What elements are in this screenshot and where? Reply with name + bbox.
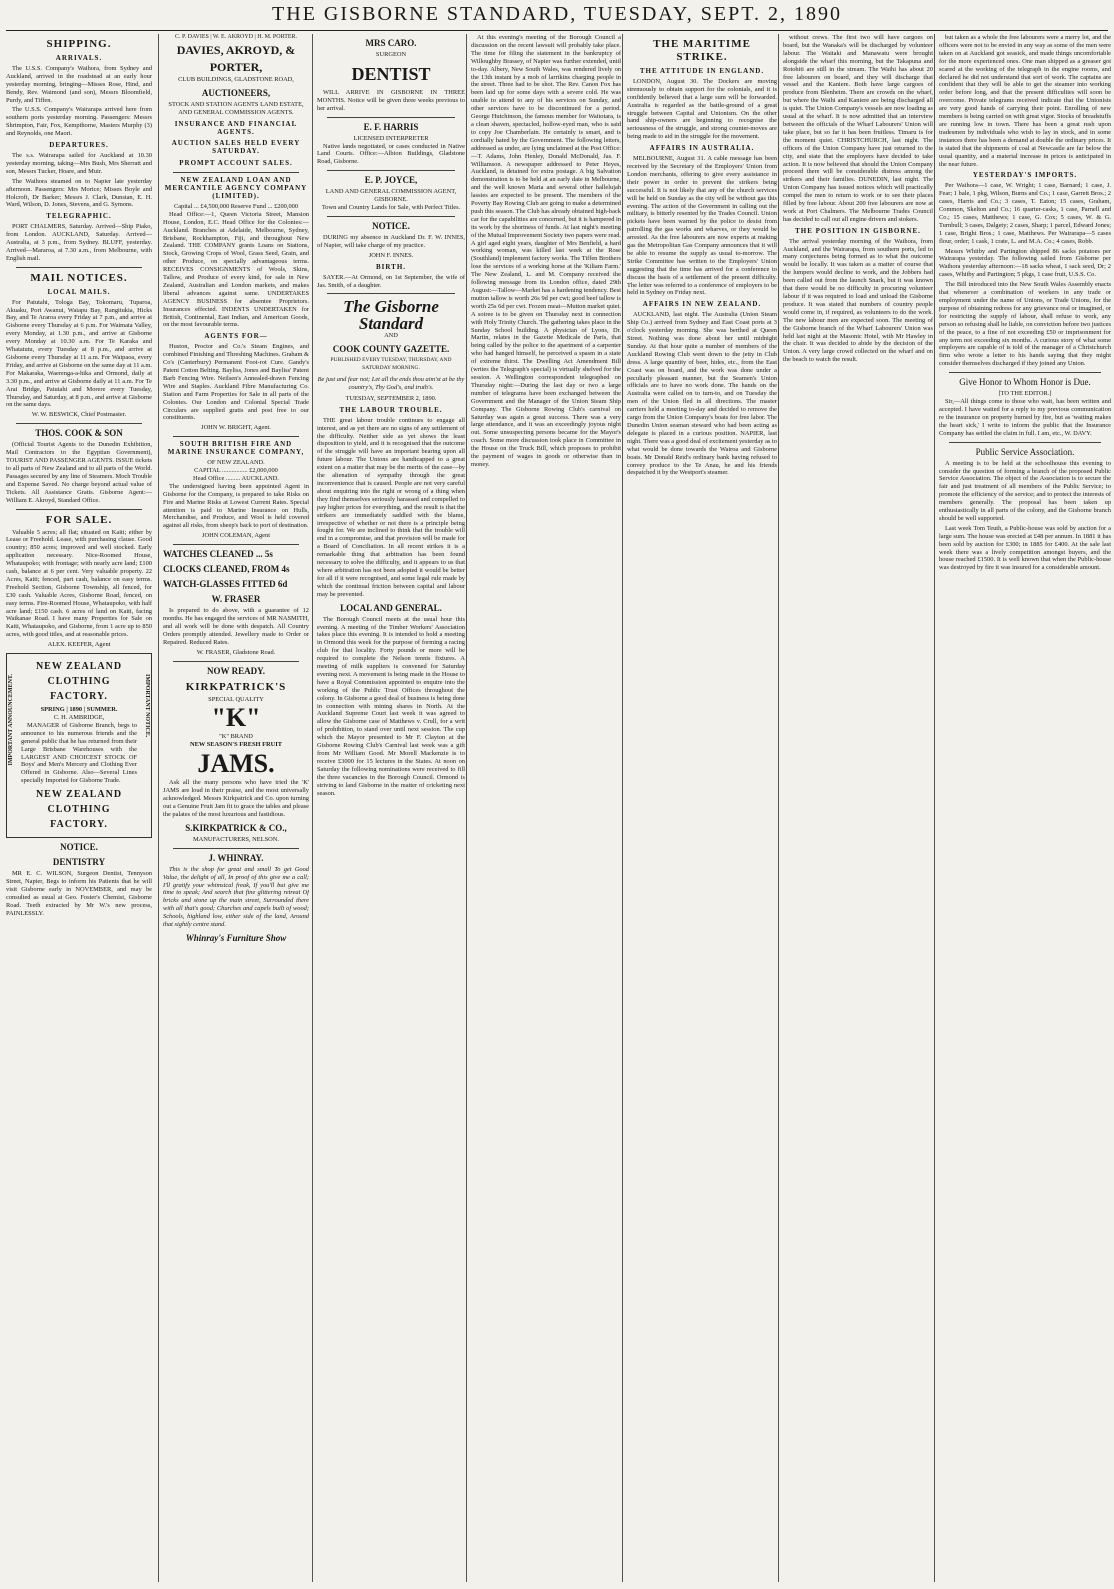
now-ready-heading: NOW READY. [206,665,265,676]
south-british-capital: CAPITAL ................ £2,000,000 [194,466,278,474]
harris-heading: E. F. HARRIS [363,121,419,132]
clothing-factory-manager: C. H. AMBRIDGE, [53,714,105,721]
masthead-rule [6,30,1108,31]
strike-news-continued: without crews. The first two will have cargoes on board, but the Wanaka's will be discharged by volunteer labour. The Waitaki and Manawatu were brought alongside the wharf this morning, but the Takapuna and Rotohiti are still in the stream. The Waihi has about 20 free labourers on board, and they will discharge that vessel and the Kaniere. Both have large cargoes of produce from Blenheim. There are crowds on the wharf, but where the Waihi and Kaniere are being discharged all is quiet. The Union Company's vessels are now loading as usual at the wharf. It is now admitted that an interview between the officials of the Wharf Labourers' Union will take place, but so far it has been fruitless. Timaru is for the moment quiet. CHRISTCHURCH, last night. The officers of the Union Company have just returned to the city, and state that the employers have decided to take action. It is now believed that should the Union Company proceed there will be considerable distress among the strikers and their families. DUNEDIN, last night. The Union Company has issued notices which will practically compel the men to return to work or to see their places filled by free labour. About 200 free labourers are now at work at Port Chalmers. The Melbourne Trades Council has decided to call out all engine drivers and stokers. [783,34,933,223]
shipping-heading: SHIPPING. [46,38,112,50]
account-sales-heading: PROMPT ACCOUNT SALES. [179,159,293,168]
special-quality: SPECIAL QUALITY [208,695,264,703]
harris-sub: LICENSED INTERPRETER [353,134,429,142]
fraser-text: Is prepared to do above, with a guarantee of 12 months. He has engaged the services of MR NASMITH, and all work will be done with despatch. All Country Orders promptly attended. Jewellery made to Order or Repaired. Reduced Rates. [163,607,309,646]
south-british-sub: OF NEW ZEALAND. [207,459,265,467]
imports-heading: YESTERDAY'S IMPORTS. [972,171,1078,180]
position-gisborne-text: The arrival yesterday morning of the Waihora, from Auckland, and the Wairarapa, from southern ports, led to many conjectures being formed as to what the outcome would be locally. It was taken as a matter of course that the lumpers would decline to work, and the Jobbers had been called out from the launch Snark, but it was known that there would be no difficulty in procuring volunteer labour if it was required to load and unload the Gisborne produce. It was stated that numbers of country people would come in, if required, as volunteers to do the work. The new labour men are expected soon. The meeting of the Gisborne branch of the Wharf Labourers' Union was held last night at the Masonic Hotel, with Mr Hawley in the chair. It was decided to abide by the decision of the Union. A very large crowd collected on the wharf and on the beach to watch the result. [783,237,933,364]
divider [327,117,455,118]
affairs-nz-text: AUCKLAND, last night. The Australia (Union Steam Ship Co.) arrived from Sydney and East Coast ports at 3 o'clock yesterday morning. She was berthed at Queen Street. Nothing was done about her until midnight Sunday. At that hour quite a number of members of the Auckland Rowing Club went down to the jetty in Club dress. A large quantity of beer, hides, etc., from the East Coast was on board, and the work was done under a peculiarly pleasant manner, but the Seamen's Union officials are to have no work done. The hands on the Australia were called on to turn-to, and on Tuesday the men of the Union fled in all directions. The master carriers held a meeting to-day and decided to remove the cargo from the Union Company's boats for free labor. The Dunedin Union seaman steward who had been acting as delegate is placed in a curious position. NAPIER, last night. There was a good deal of excitement yesterday as to what would be done towards the Wairoa and Gisborne boats. Mr Donald Reid's ordinary bank having refused to convey produce to the Te Anau, he and his friends despatched it by the Westport's steamer. [627,311,777,477]
local-mails-heading: LOCAL MAILS. [47,287,111,296]
south-british-office: Head Office ......... AUCKLAND. [193,474,279,482]
clothing-factory-season: SPRING | 1890 | SUMMER. [40,706,118,714]
birth-heading: BIRTH. [375,262,407,271]
notice-text: DURING my absence in Auckland Dr. F. W. INNES, of Napier, will take charge of my practice. [317,233,465,249]
paper-title: The Gisborne Standard [343,297,439,334]
whinray-heading: J. WHINRAY. [208,852,264,863]
paper-date: TUESDAY, SEPTEMBER 2, 1890. [345,394,437,402]
south-british-signature: JOHN COLEMAN, Agent [202,532,270,540]
attitude-england-text: LONDON, August 30. The Dockers are moving strenuously to obtain support for the colonials, and it is confidently believed that a large sum will be forwarded. Australia is regarded as the battle-ground of a great struggle between Capital and Unionism. On the other hand ship-owners are beginning to recognise the seriousness of the struggle, and strong counter-moves are being made to aid in the struggle for the movement. [627,77,777,141]
joyce-sub: LAND AND GENERAL COMMISSION AGENT, GISBORNE. [325,188,457,204]
divider [327,170,455,171]
fraser-heading: W. FRASER [211,594,261,605]
kirkpatrick-heading: KIRKPATRICK'S [185,680,287,693]
firm-name: DAVIES, AKROYD, & PORTER, [176,42,296,74]
paper-subtitle: COOK COUNTY GAZETTE. [332,344,450,355]
to-the-editor: [TO THE EDITOR.] [998,390,1052,398]
divider [173,848,299,849]
south-british-heading: SOUTH BRITISH FIRE AND MARINE INSURANCE COMPANY, [167,440,305,457]
joyce-heading: E. P. JOYCE, [364,175,418,186]
south-british-text: The undersigned having been appointed Agent in Gisborne for the Company, is prepared to take Risks on Fire and Marine Risks at Lowest Current Rates. Special attention is paid to Marine Insurance on Hulls, Merchandise, and Produce, and Wool is held covered against all risks, from sheep's back to port of destination. [163,482,309,530]
column-4 [466,34,621,1582]
attitude-england-heading: THE ATTITUDE IN ENGLAND. [639,67,765,75]
divider [327,293,455,294]
maritime-strike-heading: THE MARITIME STRIKE. [653,38,751,63]
caro-text: WILL ARRIVE IN GISBORNE IN THREE MONTHS. Notice will be given three weeks previous to her arrival. [317,88,465,112]
clothing-factory-title: NEW ZEALAND CLOTHING FACTORY. [35,661,123,703]
whinray-footer: Whinray's Furniture Show [185,932,287,943]
divider [327,216,455,217]
departures-heading: DEPARTURES. [49,141,109,150]
fraser-signature: W. FRASER, Gladstone Road. [196,648,276,656]
joyce-text: Town and Country Lands for Sale, with Perfect Titles. [321,204,461,212]
arrivals-text-2: The U.S.S. Company's Wairarapa arrived here from southern ports yesterday morning. Passengers: Messrs Shrimpton, Fair, Fox, Kempthorne, Masters Murphy (3) and Reynolds, one Maori. [6,106,152,138]
cook-text: (Official Tourist Agents to the Dunedin Exhibition, Mail Contractors to the Egyptian Government), TOURIST AND PASSENGER AGENTS. ISSUE tickets to all parts of New Zealand and to all parts of the World. Passages secured by any line of Steamers. Moch Trouble and Expense Saved. No charge beyond actual value of Tickets. All Assistance Gratis. Gisborne Agent:—William E. Akroyd, Standard Office. [6,441,152,504]
partners-names: C. P. DAVIES | W. E. AKROYD | H. M. PORTER. [174,34,298,40]
local-general-heading: LOCAL AND GENERAL. [340,602,442,613]
departures-text-2: The Waihora steamed on to Napier late yesterday afternoon. Passengers: Mrs Morice; Misses Boyle and Holcroft, Dr Barker; Messrs J. Clark, Dunstan, E. H. Ward, Wilson, D. Jones, Stevens, and G. Symons. [6,177,152,209]
notice-signature: JOHN F. INNES. [368,251,414,259]
honor-letter: Sir,—All things come to those who wait, has been written and accepted. I have waited for a reply to my previous communication re the insurance on property burned by fire, but as 'waiting makes the heart sick,' I write to inform the public that the Insurance Company has settled the claim in full. I am, etc., W. DAVY. [939,398,1111,437]
column-6 [778,34,933,1582]
divider [173,661,299,662]
k-brand-letter: "K" [211,703,261,733]
firm-address: CLUB BUILDINGS, GLADSTONE ROAD, [178,75,294,83]
agents-heading: AGENTS FOR— [204,332,268,341]
agents-signature: JOHN W. BRIGHT, Agent. [201,424,271,432]
column-5 [622,34,777,1582]
agents-text: Huston, Proctor and Co.'s Steam Engines, and combined Finishing and Threshing Machines. Graham & Co's (Canterbury) Permanent Foot-rot Cure. Gandy's Patent Cotton Belting. Bayliss, Jones and Bayliss' Patent Barb Fencing Wire. Neilsen's Annealed-drawn Fencing Wire and Staples. Auckland Fibre Manufacturing Co. Station and Farm Properties for Sale in all parts of the Colonies. Our London and Colonial Special Trade Circulars are supplied gratis and post free to our constituents. [163,343,309,422]
notice-heading: NOTICE. [372,220,410,231]
dentistry-text: MR E. C. WILSON, Surgeon Dentist, Tennyson Street, Napier, Begs to inform his Patients that he will visit Gisborne early in NOVEMBER, and may be consulted as usual at Geo. Foster's Chemist, Gisborne Road. Teeth extracted by Mr W.'s new process, PAINLESSLY. [6,870,152,917]
kirkpatrick-company: S.KIRKPATRICK & CO., [185,822,287,833]
for-sale-heading: FOR SALE. [45,513,113,526]
dentistry-heading: DENTISTRY [52,857,106,868]
auctioneers-text: STOCK AND STATION AGENTS LAND ESTATE, AND GENERAL COMMISSION AGENTS. [168,100,304,116]
side-text-right: IMPORTANT NOTICE. [144,674,150,738]
arrivals-text: The U.S.S. Company's Waihora, from Sydney and Auckland, arrived in the roadstead at an early hour yesterday morning, bringing—Misses Rose, Hind, and Bendy, Rev. Waimond (and son), Messrs Bloomfield, Purdy, and Tiffen. [6,64,152,104]
imports-text: Per Waihora—1 case, W. Wright; 1 case, Barnard; 1 case, J. Fear; 1 bale, 1 pkg, Wilson, Burns and Co.; 1 case, Garrett Bros.; 2 cases, Harris and Co.; 3 cases, T. Eaton; 15 cases, Graham, Common, Skelton and Co.; 16 quarter-casks, 1 case, Parnell and Co.; 15 cases, Matthews; 1 case, G. Cox; 5 cases, W. & G. Turnbull; 3 cases, Dalgety; 2 cases, Sharp; 1 parcel, Edward Jones; 1 case, Bright Bros.; 1 case, Matthews. Per Wairarapa—5 cases flour, order; 1 cask, 1 crate, L. and M.A. Co.; 4 cases, Robb. [939,182,1111,245]
departures-text: The s.s. Wairarapa sailed for Auckland at 10.30 yesterday morning, taking—Mrs Bush, Mrs Sherratt and son, Messrs Tucker, Hoare, and Muir. [6,151,152,175]
birth-text: SAYER.—At Ormond, on 1st September, the wife of Jas. Smith, of a daughter. [317,273,465,289]
paper-and: AND [384,332,398,340]
loan-capital: Capital ... £4,500,000 Reserve Fund ... £200,000 [173,202,299,210]
masthead: THE GISBORNE STANDARD, TUESDAY, SEPT. 2, 1890 [272,3,842,25]
clothing-factory-ad [6,653,152,838]
arrivals-heading: ARRIVALS. [55,54,103,62]
local-news-continued: At this evening's meeting of the Borough Council a discussion on the recent lawsuit will probably take place. The time for filing the statement in the bankruptcy of Willoughby Brassey, of Napier was further extended, until to-day. Albery, New South Wales, was rendered lively on the 13th instant by a mob of larrikins charging people in the street. Three had to be shot. The Rev. Canon Fox has been laid up for some days with a severe cold. He was unable to attend to any of his services on Sunday, and other services have to be discontinued for a period. George Hutchinson, the famous member for Waitotara, is a clean shaven, spectacled, hollow-eyed man, who is said to copy Joe Chamberlain. He certainly is smart, and is cordially hated by the Government. The following letters, addressed as under, are lying unclaimed at the Post Office:—T. Adams, John Henley, Donald McDonald, Jas. F. Williamson. A newspaper addressed to Peter Heyes, Auckland, is detained for extra postage. A big Salvation demonstration is to be held at an early date in Melbourne, and the well known Maria and several other hallelujah lassies are expected to be present. The members of the Poverty Bay Rowing Club are going to make a determined push this season. The Club has already obtained high-back car for the capabilities are concerned, but it is hampered in its work by the shortness of funds. At last night's meeting of the Mutual Improvement Society two papers were read. A girl aged eight years, daughter of Mrs Benfield, a hard working woman, was killed last week at the Rose (Southland) implement factory works. The Tiffen Brothers lose the services of a working horse at the 'Kiliam Farm.' The New Zealand, L. and M. Company received the following message from its London office, dated 29th August:—Tallow—Market has a hardening tendency. Best mutton tallow is worth 26s 9d per cwt; good beef tallow is worth 25s 6d per cwt. Frozen meat—Mutton market quiet. A soiree is to be given on Thursday next in connection with Holy Trinity Church. The gathering takes place in the Sunday School building. A physician of Lyons, Dr. Martin, relates in the Gazette Medicale de Paris, that being called by the police to the apartment of a carpenter who had hanged himself, he perceived a spasm in a state of extreme thirst. The Dwelling Act Amendment Bill (writes the Telegraph's special) is virtually shelved for the session. A Wellington correspondent telegraphed on Thursday night:—During the last day or two a large number of telegrams have been exchanged between the Government and the Manager of the Union Steam Ship Company. The Gisborne Rowing Club's carnival on Saturday was again a great success. There was a very large attendance, and it was an exceedingly joyous night out. Some unsuspecting persons became for the Mayor's coach. Some more discussion took place in Committee in the House on the Truck Bill, which proposes to prohibit the payment of wages in goods or otherwise than in money. [471,34,621,468]
harris-text: Native lands negotiated, or cases conducted in Native Land Courts. Office:—Albion Buildings, Gladstone Road, Gisborne. [317,142,465,166]
clocks-cleaned: CLOCKS CLEANED, FROM 4s [163,564,290,575]
paper-publication: PUBLISHED EVERY TUESDAY, THURSDAY, AND SATURDAY MORNING. [330,357,452,372]
loan-company-heading: NEW ZEALAND LOAN AND MERCANTILE AGENCY COMPANY (LIMITED). [164,176,308,200]
telegraphic-text: PORT CHALMERS, Saturday. Arrived—Ship Piako, from London. AUCKLAND, Saturday. Arrived—Australia, at 3 p.m., from Sydney. BLUFF, yesterday. Arrived—Mararoa, at 7.30 a.m., from Melbourne, with English mail. [6,223,152,262]
affairs-nz-heading: AFFAIRS IN NEW ZEALAND. [642,300,762,309]
position-gisborne-heading: THE POSITION IN GISBORNE. [795,226,921,235]
divider [949,372,1101,373]
caro-dentist: DENTIST [351,63,431,84]
loan-text: Head Office:—1, Queen Victoria Street, Mansion House, London, E.C. Head Office for the Colonies:—Auckland. Branches at Adelaide, Melbourne, Sydney, Brisbane, Rockhampton, Fiji, and throughout New Zealand. THE COMPANY grants Loans on Stations, Stock, Growing Crops of Wool, Grass Seed, Grain, and other Produce, on specially advantageous terms. RECEIVES CONSIGNMENTS of Wools, Skins, Tallow, and Produce of every kind, for sale in New Zealand, Australian and London markets, and makes liberal advances against same. UNDERTAKES AGENCY BUSINESS for absentee Proprietors. Insurances effected. INDENTS UNDERTAKEN for British, Continental, East Indian, and American Goods, on the most favourable terms. [163,210,309,329]
affairs-australia-heading: AFFAIRS IN AUSTRALIA. [649,144,755,153]
mail-notices-heading: MAIL NOTICES. [30,271,128,284]
auction-sales-heading: AUCTION SALES HELD EVERY SATURDAY. [171,139,301,156]
clothing-factory-footer: NEW ZEALAND CLOTHING FACTORY. [35,789,123,831]
paper-motto: Be just and fear not; Let all the ends thou aim'st at be thy country's, Thy God's, and truth's. [317,376,465,392]
kirkpatrick-address: MANUFACTURERS, NELSON. [193,835,279,843]
cook-heading: THOS. COOK & SON [35,428,123,439]
watches-cleaned: WATCHES CLEANED ... 5s [163,549,273,560]
auctioneers-heading: AUCTIONEERS, [201,87,271,98]
jams-text: Ask all the many persons who have tried the 'K' JAMS are loud in their praise, and the most universally acknowledged. Messrs Kirkpatrick and Co. upon turning out a Genuine Fruit Jam fit to grace the tables and please the palates of the most luxurious and fastidious. [163,779,309,818]
public-house-text: Last week Tom Teuth, a Public-house was sold by auction for a large sum. The house was erected at £48 per annum. In 1881 it has been sold by auction for £300; in 1885 for £400. At the sale last week there was a lively competition amongst buyers, and the house reached £1500. It is well known that when the Public-house was destroyed by fire it was insured for a considerable amount. [939,524,1111,572]
column-2 [158,34,309,1582]
affairs-australia-text: MELBOURNE, August 31. A cable message has been received by the Secretary of the Employers' Union from London merchants, offering to give every assistance in their power in order to prevent the strikers being successful. It is not likely that any of the church services will be held on Sunday as the city will be without gas this evening. The action of the Government in calling out the military, is bitterly resented by the Trades Council. Union pickets have been warned by the police to desist from patrolling the gas works and wharves, or they would be arrested. As the free labourers are now experts at making gas the Metropolitan Gas Company announces that it will be able to resume the supply as usual to-morrow. The Strike Committee has written to the Employers' Union suggesting that the time has arrived for a conference to discuss the basis of a settlement of the present difficulty. The letter was referred to a conference of employers to be held in Sydney on Friday next. [627,155,777,297]
divider [173,172,299,173]
strike-news-continued-2: but taken as a whole the free labourers were a merry lot, and the officers were not to be envied in any way as some of the men were taken on at Auckland got seasick, and made things uncomfortable for the more experienced ones. One man shipped as a greaser got scared at the working of the telegraph in the engine rooms, and declared he did not understand that sort of work. The captains are confident that they will be able to get the steamer into working order before long, and that the present difficulties will soon be overcome. Private telegrams received indicate that the Unionists are very good hands of carrying their point. Enrolling of new members is being carried on with great vigor. Stocks of breadstuffs are running low in town. There has been a great rush upon tradesmen by individuals who wish to lay in stock, and in some instances there has been a demand at double the ordinary prices. It is stated that the shipments of coal at Newcastle are far below the usual quantity, and a material increase in prices is anticipated in the near future. [939,34,1111,168]
column-3 [312,34,465,1582]
mail-signature: W. W. BESWICK, Chief Postmaster. [31,411,127,419]
clothing-factory-text: MANAGER of Gisborne Branch, begs to announce to his numerous friends and the general public that he has returned from their Large Brisbane Warehouses with the LARGEST AND CHOICEST STOCK OF Boys' and Men's Mercery and Clothing Ever Offered in Gisborne. Also—Several Lines specially Imported for Gisborne Trade. [21,721,137,785]
local-general-text: The Borough Council meets at the usual hour this evening. A meeting of the Timber Workers' Association takes place this evening. It is intended to hold a meeting in Ormond this week for the purpose of forming a racing club for that locality. Forty pounds or more will be required to complete the Nelson tennis fixtures. A meeting of milk suppliers is convened for Saturday evening next. A movement is being made in the House to have a Royal Commission appointed to enquire into the working of the Public Trust Offices throughout the colony. In Gisborne a good deal of business is being done in connection with mining shares in North. At the Auckland Supreme Court last week it was agreed to allow the Gisborne case of Matthews v. Crull, for a writ of prohibition, to stand over until next session. The cup which the Mayor presented to Mr F. Clayton at the Gisborne Rowing Club's Carnival last week was a gift from Mr William Good. Mr Morell Mackenzie is to receive £3000 for 15 lectures in the States. At noon on Saturday the following nominations were received to fill the three vacancies in the Borough Council. Ormond is striving to land Gisborne in the matter of cricketing next season. [317,615,465,797]
caro-surgeon: SURGEON [375,51,407,58]
watch-glasses: WATCH-GLASSES FITTED 6d [163,579,288,590]
telegraphic-heading: TELEGRAPHIC. [46,212,112,221]
public-service-heading: Public Service Association. [975,446,1075,457]
divider [16,423,142,424]
column-1 [6,34,152,1582]
nsw-bill-text: The Bill introduced into the New South Wales Assembly enacts that whenever a combination of workers in any trade or employment under the name of Unions, or Trade Unions, for the purpose of obtaining redress for any grievance real or imagined, or for restricting the supply of labour, shall refuse to work, any person so refusing shall be liable, on conviction before two justices of the peace, to a fine of not exceeding £50 or imprisonment for any term not exceeding six months. A curious story of what some employers are capable of is told of the manager of a Christchurch firm who wrote a letter to his hands saying that they might consider themselves discharged if they joined any Union. [939,281,1111,368]
labour-trouble-text: THE great labour trouble continues to engage all interest, and as yet there are no signs of any settlement of the difficulty. Neither side as yet shows the least disposition to yield, and it is recognised that the outcome of the struggle will have an important bearing upon all future labour. The Unions are handicapped to a great extent on a matter that may be the merits of the case—by the alienation of sympathy through the great inconvenience that is caused. People are not very careful about enquiring into the right or wrong of a thing when they find themselves seriously harassed and compelled to pay higher prices for everything, and the result is that the strikers are immediately saddled with the blame, irrespective of whether or not there is a principle being fought for. We are inclined to think that the trouble will end in a compromise, and that provision will be made for a Board of Conciliation. In all recent strikes it is a remarkable thing that arbitration has been found necessary to solve the difficulty, and it appears to us that where arbitration has not been adopted it would be better for all if it were recognised, and some legal rule made by which the continual friction between capital and labour may be prevented. [317,416,465,598]
for-sale-text: Valuable 5 acres; all flat; situated on Kaiti; either by Lease or Freehold. Lease, with purchasing clause. Good country; 850 acres; improved and well stocked. Early application necessary. Nice-Roomed House, Whataupoko; with frontage; with nearly acre land; £100 cash, balance at 6 per cent. Very valuable property. 22 Acres, Kaiti; fenced, part cash, balance on easy terms. Freehold Section, Gisborne Township, all fenced, for £30 cash. Valuable Acres, Gisborne Road, fenced, on easy terms. Fire-Roomed House, Whataupoko, with half acre land; £150 cash. 6 acres of land on Kaiti, facing Waikanae Road. I have many Properties for Sale on Kaiti, Whataupoko, and Gisborne, from 1 acre up to 850 acres, with good titles, and at reasonable prices. [6,528,152,639]
mail-text: For Patutahi, Tologa Bay, Tokomaru, Tuparoa, Akuaku, Port Awanui, Waiapu Bay, Rangitukia, Hicks Bay, and Te Araroa every Friday at 7 p.m., and arrive at Gisborne every Thursday at 6 p.m. For Waimata Valley, every Monday, at 1.30 p.m., and arrive at Gisborne every Monday at 10.30 a.m. For Te Karaka and Whatatutu, every Tuesday at 8 p.m., and arrive at Gisborne every Thursday at 11 a.m. For Waipaoa, every Friday, and arrive at Gisborne on the same day at 11 a.m. For Makaraka, Waerenga-a-hika and Ormond, daily at 3.30 p.m., and arrive at Gisborne daily at 11 a.m. For Te Arai Bridge, Patutahi and Morere every Tuesday, Thursday, and Saturday, at 8 p.m., and arrive at Gisborne on the same days. [6,298,152,409]
divider [16,267,142,268]
notice-heading: NOTICE. [60,842,98,853]
caro-heading: MRS CARO. [365,38,417,48]
for-sale-signature: ALEX. KEEFER, Agent [47,641,111,649]
labour-trouble-heading: THE LABOUR TROUBLE. [339,405,443,414]
whinray-poem: This is the shop for great and small To get Good Value, the delight of all, In proof of this give me a call; I'll gratify your whimsical freak, If you'll but give me time to speak; And search that fine glittering retreat Of bricks and stone up the main street, Surrounded there with all that's good; Churches and capels built of wood; Schools, highland low, either side of the land, Around that sightly centre stand. [163,865,309,929]
exports-text: Messrs Whitby and Partington shipped 86 sacks potatoes per Wairarapa yesterday. The following sailed from Gisborne per Waihora yesterday afternoon:—18 sacks wheat, 1 sack seed, Dr; 2 cases, Whitby and Partington; 5 pkgs, 1 case fruit, U.S.S. Co. [939,247,1111,279]
jams-heading: JAMS. [197,749,275,779]
public-service-text: A meeting is to be held at the schoolhouse this evening to consider the question of forming a branch of the proposed Public Service Association. The object of the Association is to secure the fair and just treatment of all members of the Public Service; to promote the efficiency of the service; and to protect the interests of members generally. The proposal has been taken up enthusiastically in all parts of the colony, and the Gisborne branch should be well supported. [939,459,1111,522]
column-7 [934,34,1111,1582]
k-brand: "K" BRAND [219,733,253,741]
divider [173,544,299,545]
honor-heading: Give Honor to Whom Honor is Due. [959,377,1091,388]
side-text-left: IMPORTANT ANNOUNCEMENT. [8,674,14,766]
fresh-fruit: NEW SEASON'S FRESH FRUIT [189,741,283,749]
divider [173,436,299,437]
insurance-heading: INSURANCE AND FINANCIAL AGENTS. [174,119,298,136]
divider [16,509,142,510]
divider [949,442,1101,443]
